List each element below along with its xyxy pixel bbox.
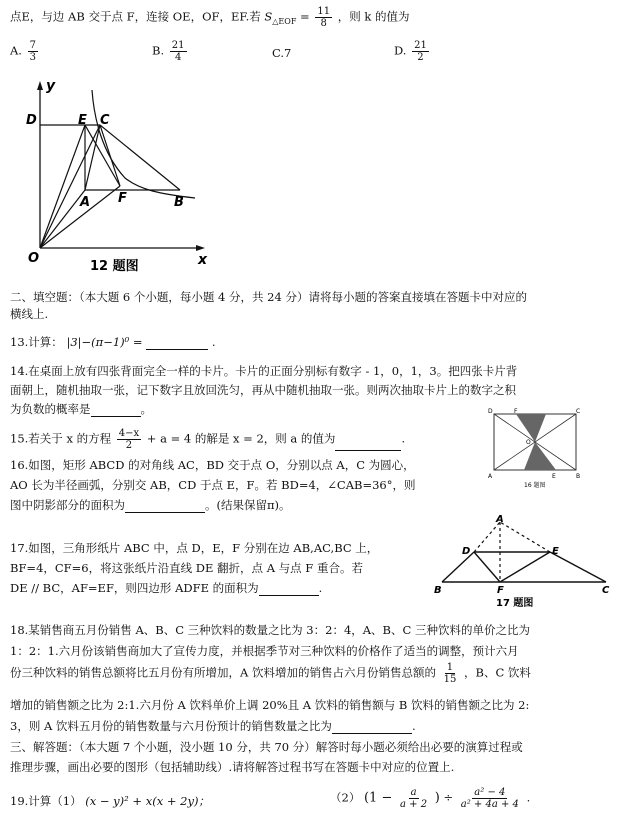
choice-a: [10, 40, 40, 63]
q19-part-2-label: （2）: [330, 790, 361, 805]
label-O: O: [28, 251, 40, 266]
q18-line-4: 增加的销售额之比为 2:1.六月份 A 饮料单价上调 20%且 A 饮料的销售额与 B 饮料的销售额之比为 2:: [10, 698, 530, 712]
label-F: F: [118, 191, 127, 206]
label-E: E: [552, 546, 559, 557]
choice-fraction: $\frac{7}{3}$: [29, 40, 36, 63]
q19-fraction-1: $\frac{a}{a + 2}$: [400, 787, 428, 810]
q15-end: .: [401, 431, 406, 446]
q15-fraction: $\frac{4-x}{2}$: [118, 428, 140, 451]
label-D: D: [488, 408, 493, 415]
choice-value: 7: [284, 46, 292, 60]
label-x: x: [198, 252, 208, 268]
q16-line-3: [10, 498, 291, 513]
q17-end: .: [318, 581, 323, 595]
q19-divide-sign: ÷: [443, 790, 454, 805]
section-2-line-2: 横线上.: [10, 307, 49, 321]
choice-letter: D.: [394, 43, 407, 58]
q18-line-1: 18.某销售商五月份销售 A、B、C 三种饮料的数量之比为 3：2：4，A、B、C 三种饮料的单价之比为: [10, 623, 530, 637]
stem-text: 点E，与边 AB 交于点 F，连接 OE，OF，EF.若: [10, 9, 261, 24]
q16-text: 图中阴影部分的面积为: [10, 498, 125, 512]
q18-text: 份三种饮料的销售总额将比五月份有所增加，A 饮料增加的销售占六月份销售总额的: [10, 665, 436, 680]
q19-label: 19.计算（1）: [10, 794, 82, 808]
choice-fraction: $\frac{21}{2}$: [414, 40, 427, 63]
label-E: E: [78, 113, 87, 128]
q19-expression-1: (x − y)² + x(x + 2y)；: [85, 794, 210, 808]
label-D: D: [462, 546, 471, 557]
q19-open-paren: (1 −: [363, 790, 393, 806]
figure-16: [486, 408, 586, 490]
q17-line-3: [10, 581, 322, 596]
q18-text-end: ，B、C 饮料: [464, 665, 531, 680]
q15-answer-blank: [335, 438, 401, 451]
q14-line-2: 面朝上，随机抽取一张，记下数字且放回洗匀，再从中随机抽取一张。则两次抽取卡片上的数字之积: [10, 383, 516, 397]
label-B: B: [434, 585, 442, 596]
label-E: E: [552, 473, 556, 480]
q17-line-1: 17.如图，三角形纸片 ABC 中，点 D，E，F 分别在边 AB,AC,BC 上，: [10, 541, 379, 555]
area-subscript: △EOF: [272, 16, 297, 26]
label-B: B: [576, 473, 581, 480]
q18-line-3: [10, 662, 531, 685]
label-A: A: [80, 195, 91, 210]
figure-16-caption: 16 题图: [524, 482, 546, 489]
q17-answer-blank: [259, 583, 319, 596]
q18-end: .: [411, 719, 416, 733]
q18-fraction: $\frac{1}{15}$: [443, 662, 457, 685]
choice-letter: B.: [152, 43, 165, 58]
label-A: A: [488, 473, 493, 480]
q19-fraction-2: $\frac{\text{a² − 4}}{\text{a² + 4a + 4}}$: [460, 787, 519, 810]
q15-text-mid: + a = 4 的解是 x = 2，则 a 的值为: [146, 431, 336, 446]
q19-end: .: [526, 790, 531, 805]
q16-line-2: AO 长为半径画弧，分别交 AB，CD 于点 E，F。若 BD=4，∠CAB=36°，则: [10, 478, 416, 492]
q14-end: 。: [140, 402, 152, 416]
q14-text: 为负数的概率是: [10, 402, 91, 416]
q18-line-2: 1：2：1.六月份该销售商加大了宣传力度，并根据季节对三种饮料的价格作了适当的调整，预计六月: [10, 644, 519, 658]
label-C: C: [100, 113, 110, 128]
q14-answer-blank: [91, 404, 141, 417]
stem-text-end: ，则 k 的值为: [337, 9, 410, 24]
label-D: D: [26, 113, 37, 128]
question-11-stem: [10, 6, 410, 29]
question-13: [10, 335, 216, 350]
figure-12-caption: 12 题图: [90, 259, 139, 274]
choice-d: [394, 40, 431, 63]
section-2-line-1: 二、填空题：（本大题 6 个小题，每小题 4 分，共 24 分）请将每小题的答案直接填在答题卡中对应的: [10, 290, 527, 304]
q16-line-1: 16.如图，矩形 ABCD 的对角线 AC，BD 交于点 O，分别以点 A，C 为圆心，: [10, 458, 415, 472]
choice-c: [272, 46, 291, 60]
section-3-line-2: 推理步骤，画出必要的图形（包括辅助线）.请将解答过程书写在答题卡中对应的位置上.: [10, 760, 455, 774]
equals-sign: =: [300, 9, 314, 24]
figure-17-caption: 17 题图: [496, 598, 534, 609]
q17-line-2: BF=4，CF=6，将这张纸片沿直线 DE 翻折，点 A 与点 F 重合。若: [10, 561, 363, 575]
q19-close-paren: ): [434, 790, 440, 806]
label-C: C: [576, 408, 581, 415]
q13-end: .: [211, 335, 216, 349]
label-F: F: [497, 585, 504, 596]
area-fraction: $\frac{11}{8}$: [317, 6, 331, 29]
figure-17: [430, 514, 616, 610]
section-3-line-1: 三、解答题：（本大题 7 个小题，没小题 10 分，共 70 分）解答时每小题必须给出必要的演算过程或: [10, 740, 523, 754]
q13-expression: |3|−(π−1)⁰ =: [66, 335, 143, 349]
choice-fraction: $\frac{21}{4}$: [171, 40, 185, 63]
question-15: [10, 428, 405, 451]
label-B: B: [174, 195, 184, 210]
label-y: y: [46, 78, 56, 94]
label-C: C: [602, 585, 610, 596]
choice-b: [152, 40, 189, 63]
area-symbol: S: [264, 9, 273, 24]
choice-letter: A.: [10, 43, 22, 58]
q19-part-2: [330, 787, 530, 810]
q14-line-1: 14.在桌面上放有四张背面完全一样的卡片。卡片的正面分别标有数字 - 1，0，1，3。把四张卡片背: [10, 364, 518, 378]
q13-label: 13.计算：: [10, 335, 63, 349]
label-O: O: [526, 439, 531, 446]
q14-line-3: [10, 402, 152, 417]
q17-text: DE // BC，AF=EF，则四边形 ADFE 的面积为: [10, 581, 259, 595]
figure-12: [10, 78, 210, 278]
q18-text-last: 3，则 A 饮料五月份的销售数量与六月份预计的销售数量之比为: [10, 719, 332, 733]
choice-letter: C.: [272, 46, 285, 60]
label-F: F: [514, 408, 518, 415]
q16-end: 。(结果保留π)。: [205, 498, 291, 512]
q18-answer-blank: [332, 721, 412, 734]
label-A: A: [496, 514, 504, 525]
q16-answer-blank: [125, 500, 205, 513]
q18-line-5: [10, 719, 416, 734]
question-19: [10, 794, 210, 809]
q15-text: 15.若关于 x 的方程: [10, 431, 112, 446]
q13-answer-blank: [146, 337, 208, 350]
